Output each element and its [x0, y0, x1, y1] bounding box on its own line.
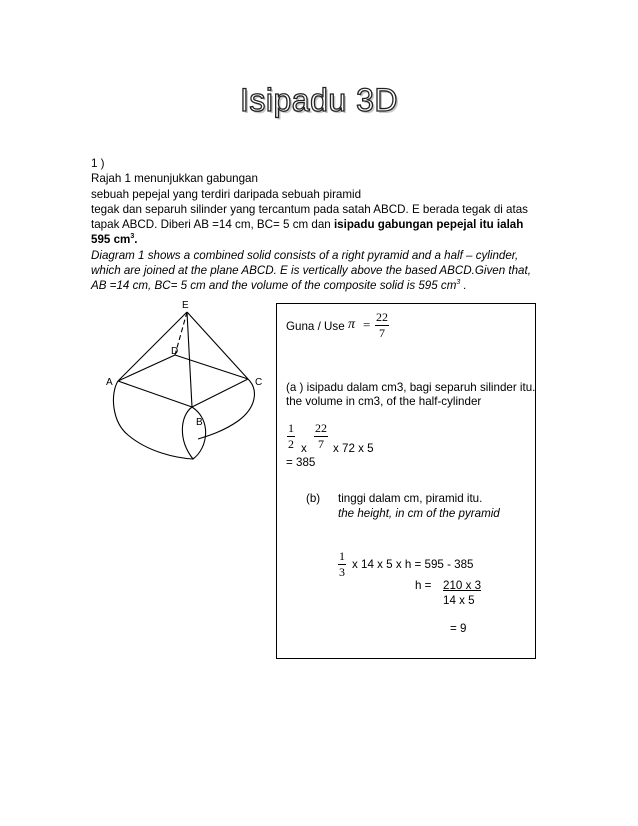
h-label: h =	[415, 579, 432, 592]
multiply-sign: x	[301, 442, 307, 455]
volume-equation: x 14 x 5 x h = 595 - 385	[352, 558, 474, 571]
pi-denominator: 7	[379, 326, 385, 340]
cube-superscript-en: 3	[456, 279, 461, 287]
pi-fraction	[375, 310, 389, 341]
given-values: tapak ABCD. Diberi AB =14 cm, BC= 5 cm dan	[91, 218, 334, 232]
twentytwo-sevenths-fraction	[314, 421, 328, 452]
question-malay-line-1: Rajah 1 menunjukkan gabungan	[91, 172, 258, 186]
pi-symbol: π	[348, 317, 356, 332]
question-malay-line-4	[91, 217, 551, 232]
label-C: C	[255, 377, 263, 388]
question-english-line-1: Diagram 1 shows a combined solid consists of a right pyramid and a half – cylinder,	[91, 248, 519, 262]
h-numerator: 210 x 3	[443, 579, 482, 592]
label-A: A	[106, 377, 113, 388]
third-denominator: 3	[339, 565, 345, 579]
third-fraction	[338, 549, 346, 580]
result-a: = 385	[286, 456, 316, 469]
volume-value: 595 cm	[91, 233, 131, 247]
fraction-numerator: 22	[315, 421, 327, 435]
part-a-english: the volume in cm3, of the half-cylinder	[286, 395, 482, 408]
question-malay-line-2: sebuah pepejal yang terdiri daripada sebuah piramid	[91, 187, 362, 201]
question-malay-line-5	[91, 232, 551, 247]
pi-numerator: 22	[376, 310, 388, 324]
edge-AD	[118, 355, 175, 381]
cylinder-end-face	[182, 407, 205, 459]
half-fraction	[287, 421, 295, 452]
h-result: = 9	[450, 622, 467, 635]
part-a-malay: (a ) isipadu dalam cm3, bagi separuh silinder itu.	[286, 381, 536, 394]
question-number: 1 )	[91, 157, 105, 170]
third-numerator: 1	[339, 549, 345, 563]
part-b-label: (b)	[306, 492, 321, 505]
cube-superscript: 3	[130, 233, 135, 241]
edge-AB	[118, 381, 192, 407]
guna-use-label: Guna / Use	[286, 320, 345, 333]
page-title: Isipadu 3D	[240, 82, 398, 118]
fraction-denominator: 7	[318, 437, 324, 451]
solution-box	[276, 303, 536, 659]
label-B: B	[196, 417, 203, 428]
label-D: D	[171, 346, 179, 357]
calc-remainder: x 72 x 5	[333, 442, 374, 455]
h-denominator: 14 x 5	[443, 594, 475, 607]
english-given: AB =14 cm, BC= 5 cm and the volume of the composite solid is 595 cm	[91, 279, 457, 293]
part-b-english: the height, in cm of the pyramid	[338, 507, 500, 520]
question-text	[91, 156, 551, 294]
half-denominator: 2	[288, 437, 294, 451]
edge-BC	[192, 379, 248, 407]
label-E: E	[182, 300, 189, 311]
cylinder-front-curve	[113, 381, 193, 459]
question-english-line-3	[91, 278, 551, 293]
half-numerator: 1	[288, 421, 294, 435]
volume-statement: isipadu gabungan pepejal itu ialah	[333, 218, 524, 232]
composite-solid-diagram	[88, 298, 278, 470]
equals-sign: =	[363, 317, 371, 332]
cylinder-back-curve	[198, 379, 254, 439]
part-b-malay: tinggi dalam cm, piramid itu.	[338, 492, 483, 505]
period-en: .	[460, 279, 467, 293]
question-english-line-2: which are joined at the plane ABCD. E is vertically above the based ABCD.Given that,	[91, 264, 531, 278]
period: .	[134, 233, 138, 247]
question-malay-line-3: tegak dan separuh silinder yang tercantum pada satah ABCD. E berada tegak di atas	[91, 202, 528, 216]
